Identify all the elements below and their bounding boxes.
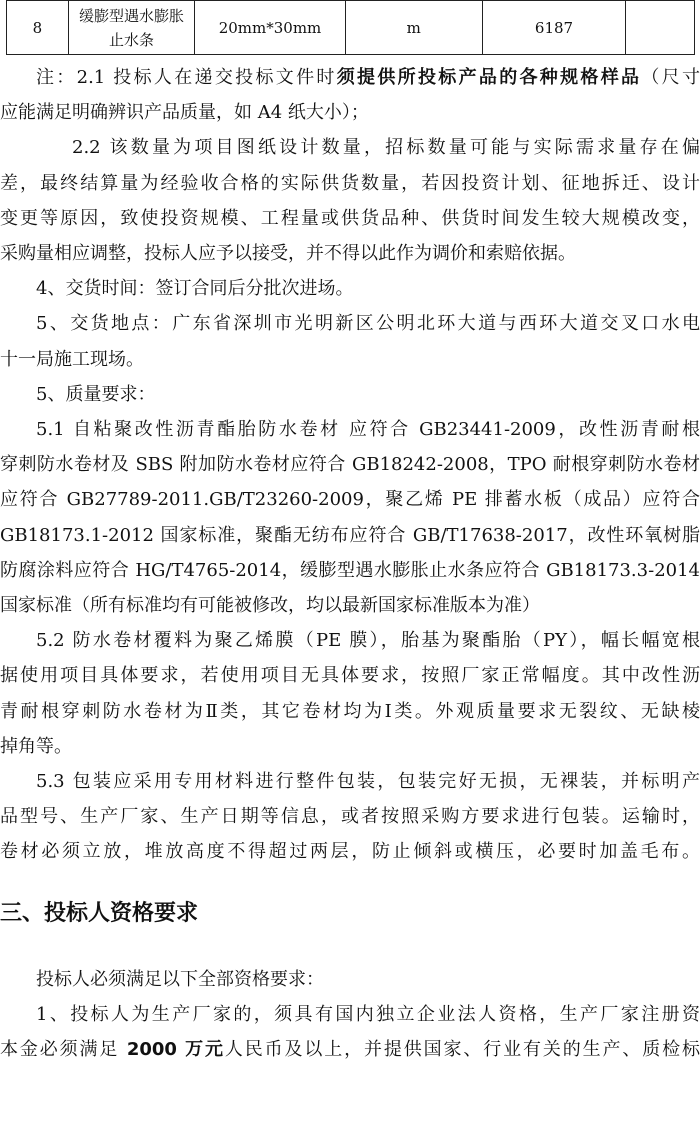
quality-5-3-line3: 卷材必须立放，堆放高度不得超过两层，防止倾斜或横压，必要时加盖毛布。 xyxy=(0,841,700,863)
quality-5-2-line3: 青耐根穿刺防水卷材为Ⅱ类，其它卷材均为Ⅰ类。外观质量要求无裂纹、无缺棱 xyxy=(0,700,700,722)
quality-5-1-line5: 防腐涂料应符合 HG/T4765-2014，缓膨型遇水膨胀止水条应符合 GB18173.3-2014 xyxy=(0,559,700,581)
quality-5-1-line3: 应符合 GB27789-2011.GB/T23260-2009，聚乙烯 PE 排蓄水板（成品）应符合 xyxy=(0,489,700,511)
quality-5-1-line6: 国家标准（所有标准均有可能被修改，均以最新国家标准版本为准） xyxy=(0,595,540,617)
quality-5-1-line2: 穿刺防水卷材及 SBS 附加防水卷材应符合 GB18242-2008，TPO 耐根穿刺防水卷材 xyxy=(0,454,700,476)
item-quantity: 6187 xyxy=(482,1,625,55)
note-2-2-line1: 2.2 该数量为项目图纸设计数量，招标数量可能与实际需求量存在偏 xyxy=(72,137,700,159)
note-2-2-line2: 差，最终结算量为经验收合格的实际供货数量，若因投资计划、征地拆迁、设计 xyxy=(0,172,700,194)
delivery-place-line1: 5、交货地点：广东省深圳市光明新区公明北环大道与西环大道交叉口水电 xyxy=(36,313,700,335)
qualification-1-line2 xyxy=(0,1032,700,1067)
table-row xyxy=(7,1,695,55)
quality-5-1-line1: 5.1 自粘聚改性沥青酯胎防水卷材 应符合 GB23441-2009，改性沥青耐根 xyxy=(36,419,700,441)
note-bold-text: 须提供所投标产品的各种规格样品 xyxy=(336,67,642,88)
note-2-1-line1 xyxy=(0,60,700,95)
delivery-time: 4、交货时间：签订合同后分批次进场。 xyxy=(36,278,354,300)
qualification-intro: 投标人必须满足以下全部资格要求： xyxy=(36,968,324,990)
quality-5-1-line4: GB18173.1-2012 国家标准，聚酯无纺布应符合 GB/T17638-2017，改性环氧树脂 xyxy=(0,524,700,546)
item-unit: m xyxy=(345,1,482,55)
quality-5-2-line4: 掉角等。 xyxy=(0,735,72,757)
quality-heading: 5、质量要求： xyxy=(36,383,156,405)
qualification-1-line1: 1、投标人为生产厂家的，须具有国内独立企业法人资格，生产厂家注册资 xyxy=(36,1003,700,1025)
item-name: 缓膨型遇水膨胀止水条 xyxy=(68,1,195,55)
note-2-2-line4: 采购量相应调整，投标人应予以接受，并不得以此作为调价和索赔依据。 xyxy=(0,243,576,265)
quality-5-3-line1: 5.3 包装应采用专用材料进行整件包装，包装完好无损，无裸装，并标明产 xyxy=(36,771,700,793)
qualification-text: 本金必须满足 xyxy=(0,1039,127,1061)
note-text: （尺寸 xyxy=(641,67,700,88)
capital-amount: 2000 万元 xyxy=(126,1039,225,1061)
item-spec: 20mm*30mm xyxy=(195,1,345,55)
delivery-place-line2: 十一局施工现场。 xyxy=(0,348,144,370)
quality-5-3-line2: 品型号、生产厂家、生产日期等信息，或者按照采购方要求进行包装。运输时， xyxy=(0,806,700,828)
quality-5-2-line1: 5.2 防水卷材覆料为聚乙烯膜（PE 膜），胎基为聚酯胎（PY），幅长幅宽根 xyxy=(36,630,700,652)
row-number: 8 xyxy=(7,1,69,55)
qualification-text: 人民币及以上，并提供国家、行业有关的生产、质检标 xyxy=(224,1039,700,1061)
section-3-title: 三、投标人资格要求 xyxy=(0,900,199,926)
item-remark xyxy=(626,1,695,55)
note-2-1-line2: 应能满足明确辨识产品质量，如 A4 纸大小）； xyxy=(0,102,369,124)
materials-table xyxy=(6,0,695,55)
note-2-2-line3: 变更等原因，致使投资规模、工程量或供货品种、供货时间发生较大规模改变， xyxy=(0,207,700,229)
document-body xyxy=(0,60,700,1067)
quality-5-2-line2: 据使用项目具体要求，若使用项目无具体要求，按照厂家正常幅度。其中改性沥 xyxy=(0,665,700,687)
note-text: 注：2.1 投标人在递交投标文件时 xyxy=(36,67,337,88)
